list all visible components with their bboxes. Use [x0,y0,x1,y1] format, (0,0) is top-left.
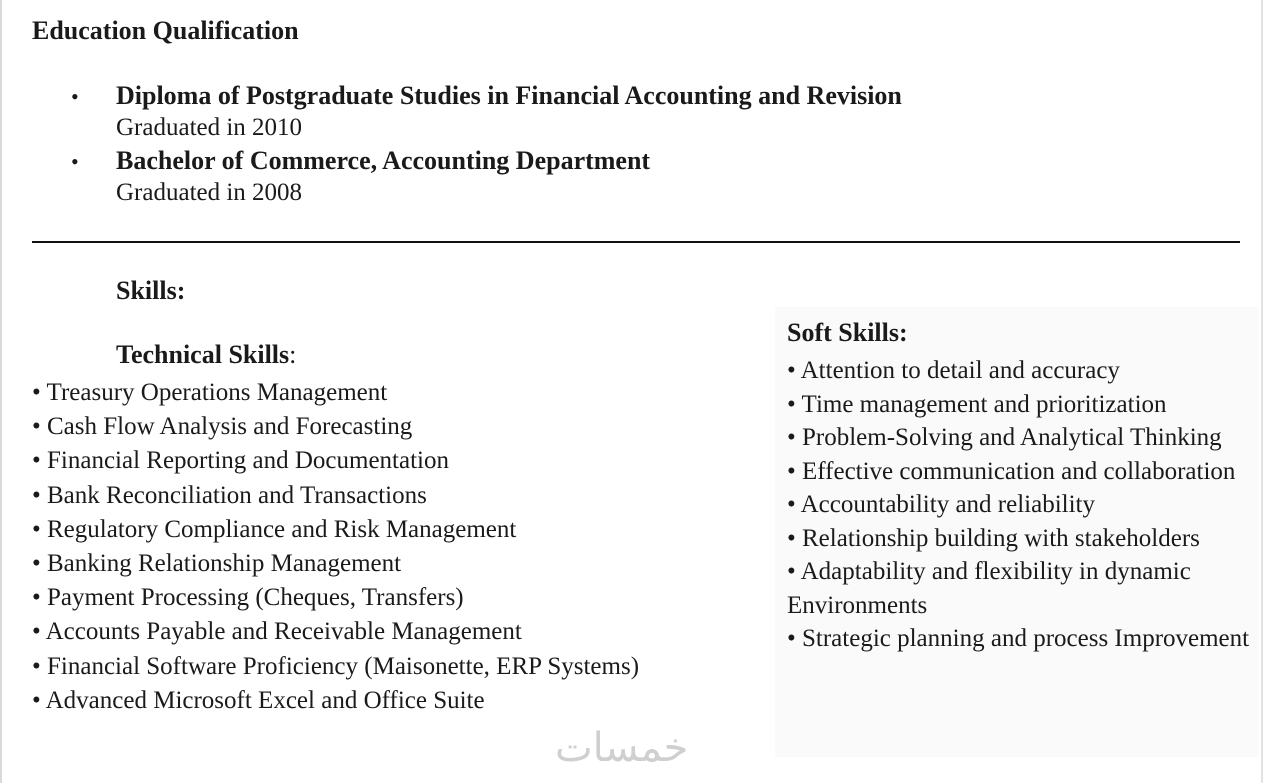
degree-name: Bachelor of Commerce, Accounting Department [116,146,651,175]
watermark-logo: خمسات [555,725,689,771]
graduation-year: Graduated in 2010 [116,114,303,141]
technical-skill-item: • Treasury Operations Management [32,379,388,406]
technical-skill-item: • Regulatory Compliance and Risk Management [32,515,517,543]
technical-skills-heading [116,340,296,370]
soft-skills-list [787,354,1257,656]
technical-skill-item: • Advanced Microsoft Excel and Office Suite [32,686,485,714]
education-item [0,145,1000,210]
technical-skill-item: • Financial Reporting and Documentation [32,447,449,475]
degree-name: Diploma of Postgraduate Studies in Financial Accounting and Revision [116,81,902,110]
section-divider [32,241,1240,243]
technical-skills-list [32,376,639,718]
soft-skill-item: • Relationship building with stakeholders [787,524,1200,552]
technical-skill-item: • Banking Relationship Management [32,550,402,578]
soft-skill-item: • Problem-Solving and Analytical Thinking [787,424,1222,451]
education-list [0,80,1000,210]
soft-skill-item: • Effective communication and collaboration [787,457,1236,485]
soft-skill-item: • Attention to detail and accuracy [787,357,1120,384]
soft-skills-heading: Soft Skills: [787,318,908,347]
technical-skills-title: Technical Skills [116,340,290,369]
soft-skill-item: • Time management and prioritization [787,390,1167,418]
technical-skill-item: • Accounts Payable and Receivable Management [32,618,522,646]
education-heading: Education Qualification [32,16,299,45]
technical-skill-item: • Financial Software Proficiency (Maisonette, ERP Systems) [32,652,640,680]
soft-skill-item: • Accountability and reliability [787,491,1095,518]
technical-skill-item: • Payment Processing (Cheques, Transfers) [32,584,464,612]
technical-skills-colon: : [289,340,297,369]
technical-skill-item: • Bank Reconciliation and Transactions [32,481,427,509]
skills-heading: Skills: [116,276,186,305]
graduation-year: Graduated in 2008 [116,179,303,206]
bullet-icon: • [71,149,79,174]
education-item [0,80,1000,145]
soft-skill-item: • Adaptability and flexibility in dynamic Environments [787,558,1191,619]
bullet-icon: • [71,84,79,109]
technical-skill-item: • Cash Flow Analysis and Forecasting [32,413,413,441]
soft-skill-item: • Strategic planning and process Improvement [787,625,1250,652]
